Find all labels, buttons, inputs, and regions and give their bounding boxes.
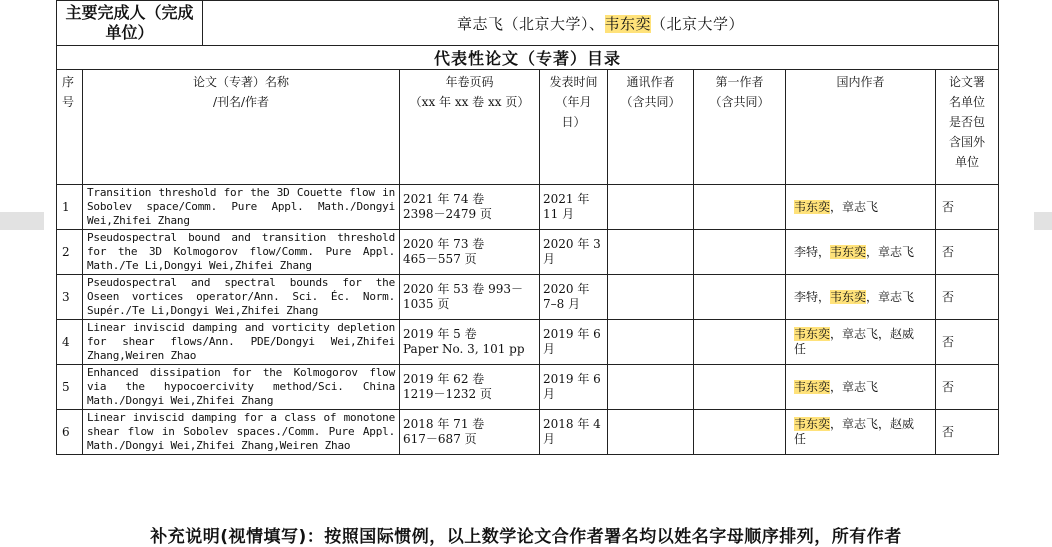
row-domestic-authors <box>786 410 936 455</box>
domestic-authors-post: ，章志飞 <box>830 379 879 394</box>
row-corresponding-author <box>608 275 694 320</box>
table-row <box>57 410 999 455</box>
col-header-pub-date: 发表时间 （年月 日） <box>540 70 608 185</box>
table-row <box>57 320 999 365</box>
row-intl-affiliation: 否 <box>936 230 999 275</box>
table-row <box>57 275 999 320</box>
papers-table <box>56 0 999 455</box>
col-header-corresponding-author: 通讯作者 （含共同） <box>608 70 694 185</box>
row-seq: 3 <box>57 275 83 320</box>
highlighted-author: 韦东奕 <box>830 289 867 304</box>
row-domestic-authors <box>786 365 936 410</box>
row-pub-date: 2019 年 6 月 <box>540 365 608 410</box>
row-intl-affiliation: 否 <box>936 365 999 410</box>
row-intl-affiliation: 否 <box>936 320 999 365</box>
col-header-volume-pages: 年卷页码 （xx 年 xx 卷 xx 页） <box>400 70 540 185</box>
highlighted-author: 韦东奕 <box>794 327 831 341</box>
row-volume-pages: 2019 年 62 卷 1219－1232 页 <box>400 365 540 410</box>
completers-label: 主要完成人（完成单位） <box>57 1 203 46</box>
row-paper-title: Linear inviscid damping for a class of monotone shear flow in Sobolev spaces./Comm. Pure Appl. Math./Dongyi Wei,Zhifei Zhang,Weiren Zhao <box>83 410 400 455</box>
row-domestic-authors <box>786 275 936 320</box>
domestic-authors-pre: 李特， <box>794 244 831 259</box>
row-first-author <box>694 230 786 275</box>
completers-row <box>57 1 999 46</box>
row-pub-date: 2021 年 11 月 <box>540 185 608 230</box>
row-first-author <box>694 275 786 320</box>
row-domestic-authors <box>786 185 936 230</box>
domestic-authors-post: ，章志飞，赵威 任 <box>794 417 915 446</box>
row-paper-title: Pseudospectral bound and transition threshold for the 3D Kolmogorov flow/Comm. Pure Appl. Math./Te Li,Dongyi Wei,Zhifei Zhang <box>83 230 400 275</box>
row-paper-title: Transition threshold for the 3D Couette flow in Sobolev space/Comm. Pure Appl. Math./Dongyi Wei,Zhifei Zhang <box>83 185 400 230</box>
row-paper-title: Pseudospectral and spectral bounds for the Oseen vortices operator/Ann. Sci. Éc. Norm. Supér./Te Li,Dongyi Wei,Zhifei Zhang <box>83 275 400 320</box>
row-seq: 1 <box>57 185 83 230</box>
row-volume-pages: 2020 年 53 卷 993－ 1035 页 <box>400 275 540 320</box>
col-header-seq: 序号 <box>57 70 83 185</box>
table-row <box>57 230 999 275</box>
domestic-authors-post: ，章志飞，赵威 任 <box>794 327 915 356</box>
row-pub-date: 2018 年 4 月 <box>540 410 608 455</box>
left-gray-strip <box>0 212 44 230</box>
domestic-authors-post: ，章志飞 <box>830 199 879 214</box>
row-paper-title: Linear inviscid damping and vorticity depletion for shear flows/Ann. PDE/Dongyi Wei,Zhifei Zhang,Weiren Zhao <box>83 320 400 365</box>
completers-authors <box>203 1 999 46</box>
highlighted-author: 韦东奕 <box>794 199 831 214</box>
row-seq: 6 <box>57 410 83 455</box>
row-intl-affiliation: 否 <box>936 410 999 455</box>
row-corresponding-author <box>608 365 694 410</box>
row-seq: 2 <box>57 230 83 275</box>
highlighted-author: 韦东奕 <box>794 417 831 431</box>
row-volume-pages: 2019 年 5 卷 Paper No. 3, 101 pp <box>400 320 540 365</box>
authors-text-pre: 章志飞（北京大学）、 <box>457 14 605 33</box>
supplementary-note: 补充说明(视情填写)：按照国际惯例，以上数学论文合作者署名均以姓名字母顺序排列，所有作者 <box>150 527 902 547</box>
row-volume-pages: 2018 年 71 卷 617－687 页 <box>400 410 540 455</box>
domestic-authors-post: ，章志飞 <box>866 244 915 259</box>
row-first-author <box>694 410 786 455</box>
domestic-authors-pre: 李特， <box>794 289 831 304</box>
highlighted-author: 韦东奕 <box>794 379 831 394</box>
right-gray-strip <box>1034 212 1052 230</box>
col-header-domestic-authors: 国内作者 <box>786 70 936 185</box>
col-header-paper: 论文（专著）名称 /刊名/作者 <box>83 70 400 185</box>
row-pub-date: 2020 年 3 月 <box>540 230 608 275</box>
column-header-row <box>57 70 999 185</box>
row-corresponding-author <box>608 230 694 275</box>
row-pub-date: 2019 年 6 月 <box>540 320 608 365</box>
row-seq: 5 <box>57 365 83 410</box>
highlighted-author: 韦东奕 <box>604 14 652 33</box>
table-row <box>57 185 999 230</box>
authors-text-post: （北京大学） <box>651 14 745 33</box>
col-header-first-author: 第一作者 （含共同） <box>694 70 786 185</box>
row-domestic-authors <box>786 320 936 365</box>
row-first-author <box>694 365 786 410</box>
row-first-author <box>694 185 786 230</box>
section-title: 代表性论文（专著）目录 <box>57 46 999 70</box>
row-volume-pages: 2021 年 74 卷 2398－2479 页 <box>400 185 540 230</box>
row-intl-affiliation: 否 <box>936 275 999 320</box>
row-first-author <box>694 320 786 365</box>
table-body <box>57 185 999 455</box>
row-corresponding-author <box>608 320 694 365</box>
table-row <box>57 365 999 410</box>
row-seq: 4 <box>57 320 83 365</box>
row-paper-title: Enhanced dissipation for the Kolmogorov flow via the hypocoercivity method/Sci. China Math./Dongyi Wei,Zhifei Zhang <box>83 365 400 410</box>
row-intl-affiliation: 否 <box>936 185 999 230</box>
document-page <box>56 0 998 455</box>
row-volume-pages: 2020 年 73 卷 465－557 页 <box>400 230 540 275</box>
row-domestic-authors <box>786 230 936 275</box>
section-title-row <box>57 46 999 70</box>
row-pub-date: 2020 年 7–8 月 <box>540 275 608 320</box>
domestic-authors-post: ，章志飞 <box>866 289 915 304</box>
row-corresponding-author <box>608 185 694 230</box>
col-header-intl-affiliation: 论文署 名单位 是否包 含国外 单位 <box>936 70 999 185</box>
row-corresponding-author <box>608 410 694 455</box>
highlighted-author: 韦东奕 <box>830 244 867 259</box>
